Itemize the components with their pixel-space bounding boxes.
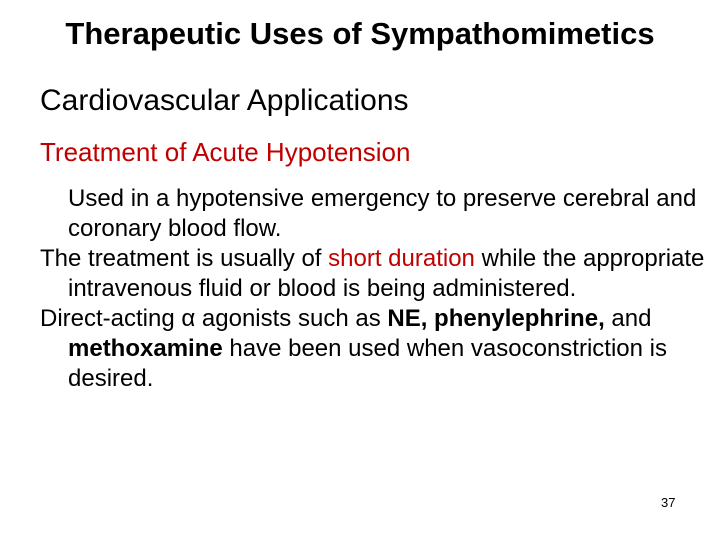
text-run: The treatment is usually of xyxy=(40,245,329,272)
section-heading: Cardiovascular Applications xyxy=(40,84,409,117)
text-run: Direct-acting α agonists such as xyxy=(40,305,388,332)
text-run: while the appropriate intravenous fluid or blood is being administered. xyxy=(68,245,705,302)
paragraph-hypotensive-emergency: Used in a hypotensive emergency to preserve cerebral and coronary blood flow. xyxy=(68,185,697,242)
text-run: and xyxy=(604,305,652,332)
paragraph-alpha-agonists xyxy=(40,304,720,394)
bold-ne-phenylephrine: NE, phenylephrine, xyxy=(387,305,605,332)
slide-body xyxy=(40,184,720,394)
highlight-short-duration: short duration xyxy=(328,245,475,272)
paragraph-treatment-duration xyxy=(40,244,720,304)
slide-title: Therapeutic Uses of Sympathomimetics xyxy=(65,16,655,51)
subsection-heading: Treatment of Acute Hypotension xyxy=(40,137,411,167)
text-run: have been used when vasoconstriction is desired. xyxy=(68,335,667,392)
page-number: 37 xyxy=(661,495,676,510)
bold-methoxamine: methoxamine xyxy=(68,335,223,362)
